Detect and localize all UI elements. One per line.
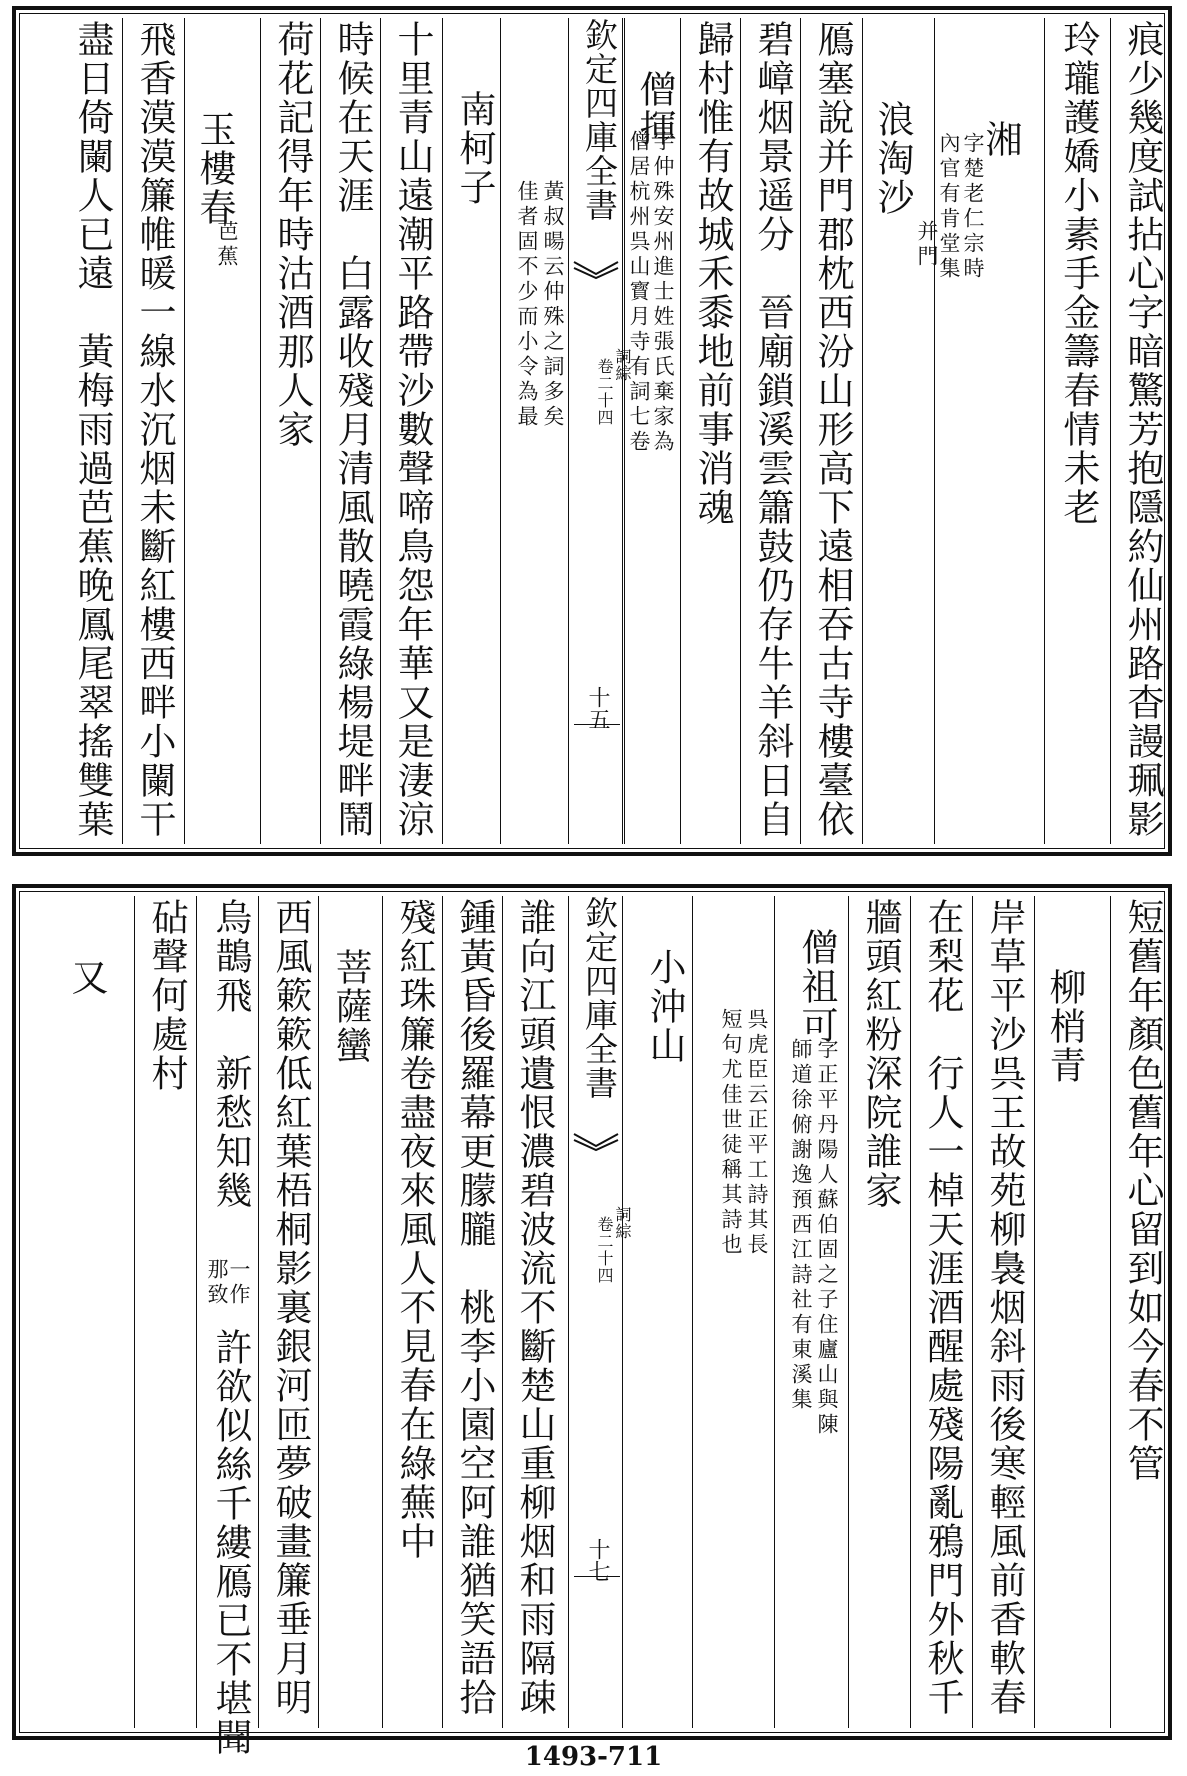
banner-title: 欽定四庫全書 xyxy=(580,896,619,1100)
text-column: 玲瓏護嬌小素手金籌春情未老 xyxy=(1057,20,1100,527)
fish-tail-icon xyxy=(572,260,620,278)
author-name: 湘 xyxy=(979,120,1022,159)
column-rule xyxy=(320,18,321,844)
annotation-column: 師道徐俯謝逸預西江詩社有東溪集 xyxy=(789,1038,813,1413)
annotation-column: 內官有肯堂集 xyxy=(937,132,961,282)
tune-title: 玉樓春 xyxy=(193,110,236,227)
text-column: 在梨花 行人一棹天涯酒醒處殘陽亂鴉門外秋千 xyxy=(921,898,964,1717)
column-rule xyxy=(848,896,849,1728)
tune-title: 菩薩蠻 xyxy=(329,948,372,1065)
text-column: 鴈塞說并門郡枕西汾山形高下遠相吞古寺樓臺依 xyxy=(811,20,854,839)
tune-title: 柳梢青 xyxy=(1043,968,1086,1085)
text-column: 荷花記得年時沽酒那人家 xyxy=(271,20,314,449)
annotation-column: 字仲殊安州進士姓張氏棄家為 xyxy=(651,130,675,455)
column-rule xyxy=(184,18,185,844)
column-rule xyxy=(500,18,501,844)
column-rule xyxy=(1044,18,1045,844)
text-column: 西風簌簌低紅葉梧桐影裏銀河匝夢破畫簾垂月明 xyxy=(269,898,312,1717)
annotation-column: 芭蕉 xyxy=(215,220,239,270)
column-rule xyxy=(740,18,741,844)
annotation-column: 字正平丹陽人蘇伯固之子住廬山與陳 xyxy=(815,1038,839,1438)
volume-label: 詞綜 xyxy=(613,1206,632,1240)
column-rule xyxy=(122,18,123,844)
page-code: 1493-711 xyxy=(524,1742,663,1772)
column-rule xyxy=(502,896,503,1728)
column-rule xyxy=(134,896,135,1728)
text-column: 飛香漠漠簾帷暖一線水沉烟未斷紅樓西畔小闌干 xyxy=(133,20,176,839)
text-column: 歸村惟有故城禾黍地前事消魂 xyxy=(691,20,734,527)
text-column: 殘紅珠簾卷盡夜來風人不見春在綠蕪中 xyxy=(393,898,436,1561)
column-rule xyxy=(910,896,911,1728)
text-column: 許欲似絲千縷鴈已不堪聞 xyxy=(209,1328,252,1757)
column-rule xyxy=(800,18,801,844)
column-rule xyxy=(972,896,973,1728)
annotation-column: 一作 xyxy=(227,1258,251,1308)
column-rule xyxy=(258,896,259,1728)
column-rule xyxy=(1110,18,1111,844)
text-column: 鍾黃昏後羅幕更朦朧 桃李小園空阿誰猶笑語拾 xyxy=(453,898,496,1717)
annotation-column: 短句尤佳世徒稱其詩也 xyxy=(719,1008,743,1258)
text-column: 盡日倚闌人已遠 黃梅雨過芭蕉晚鳳尾翠搖雙葉 xyxy=(71,20,114,839)
column-rule xyxy=(260,18,261,844)
annotation-column: 黃叔暘云仲殊之詞多矣 xyxy=(541,180,565,430)
center-banner xyxy=(572,896,632,1728)
column-rule xyxy=(624,18,625,844)
page-number: 十五 xyxy=(585,686,610,730)
column-rule xyxy=(622,18,623,844)
column-rule xyxy=(380,18,381,844)
annotation-column: 呉虎臣云正平工詩其長 xyxy=(745,1008,769,1258)
column-rule xyxy=(862,18,863,844)
page-number: 十七 xyxy=(585,1538,610,1582)
page-number-rule xyxy=(574,1576,620,1577)
tune-title: 浪淘沙 xyxy=(871,100,914,217)
author-name: 僧祖可 xyxy=(795,928,838,1045)
column-rule xyxy=(442,896,443,1728)
section-marker: 又 xyxy=(65,958,108,997)
column-rule xyxy=(442,18,443,844)
page-number-rule xyxy=(574,724,620,725)
annotation-column: 字楚老仁宗時 xyxy=(961,132,985,282)
text-column: 時候在天涯 白露收殘月清風散曉霞綠楊堤畔鬧 xyxy=(331,20,374,839)
column-rule xyxy=(568,18,569,844)
tune-title: 南柯子 xyxy=(453,90,496,207)
top-page-frame xyxy=(12,6,1172,856)
text-column: 短舊年顏色舊年心留到如今春不管 xyxy=(1121,898,1164,1483)
banner-title: 欽定四庫全書 xyxy=(580,18,619,222)
author-name: 僧揮 xyxy=(633,70,676,148)
text-column: 砧聲何處村 xyxy=(145,898,188,1093)
column-rule xyxy=(382,896,383,1728)
volume-label: 卷二十四 xyxy=(595,358,614,426)
column-rule xyxy=(622,896,623,1728)
volume-label: 卷二十四 xyxy=(595,1216,614,1284)
annotation-column: 并門 xyxy=(915,220,939,270)
text-column: 誰向江頭遺恨濃碧波流不斷楚山重柳烟和雨隔疎 xyxy=(513,898,556,1717)
text-column: 十里青山遠潮平路帶沙數聲啼鳥怨年華又是淒涼 xyxy=(391,20,434,839)
text-column: 碧嶂烟景遥分 晉廟鎖溪雲簫鼓仍存牛羊斜日自 xyxy=(751,20,794,839)
column-rule xyxy=(680,18,681,844)
tune-title: 小沖山 xyxy=(643,948,686,1065)
volume-label: 詞綜 xyxy=(613,348,632,382)
column-rule xyxy=(774,896,775,1728)
text-column: 牆頭紅粉深院誰家 xyxy=(859,898,902,1210)
fish-tail-icon xyxy=(572,1132,620,1150)
column-rule xyxy=(318,896,319,1728)
column-rule xyxy=(1110,896,1111,1728)
text-column: 烏鵲飛 新愁知幾 xyxy=(209,898,252,1210)
annotation-column: 那致 xyxy=(205,1258,229,1308)
text-column: 痕少幾度試拈心字暗驚芳抱隱約仙州路杳謾珮影 xyxy=(1121,20,1164,839)
column-rule xyxy=(692,896,693,1728)
column-rule xyxy=(568,896,569,1728)
center-banner xyxy=(572,18,632,844)
column-rule xyxy=(1034,896,1035,1728)
text-column: 岸草平沙呉王故苑柳裊烟斜雨後寒輕風前香軟春 xyxy=(983,898,1026,1717)
annotation-column: 佳者固不少而小令為最 xyxy=(515,180,539,430)
annotation-column: 僧居杭州呉山寳月寺有詞七卷 xyxy=(627,130,651,455)
column-rule xyxy=(196,896,197,1728)
